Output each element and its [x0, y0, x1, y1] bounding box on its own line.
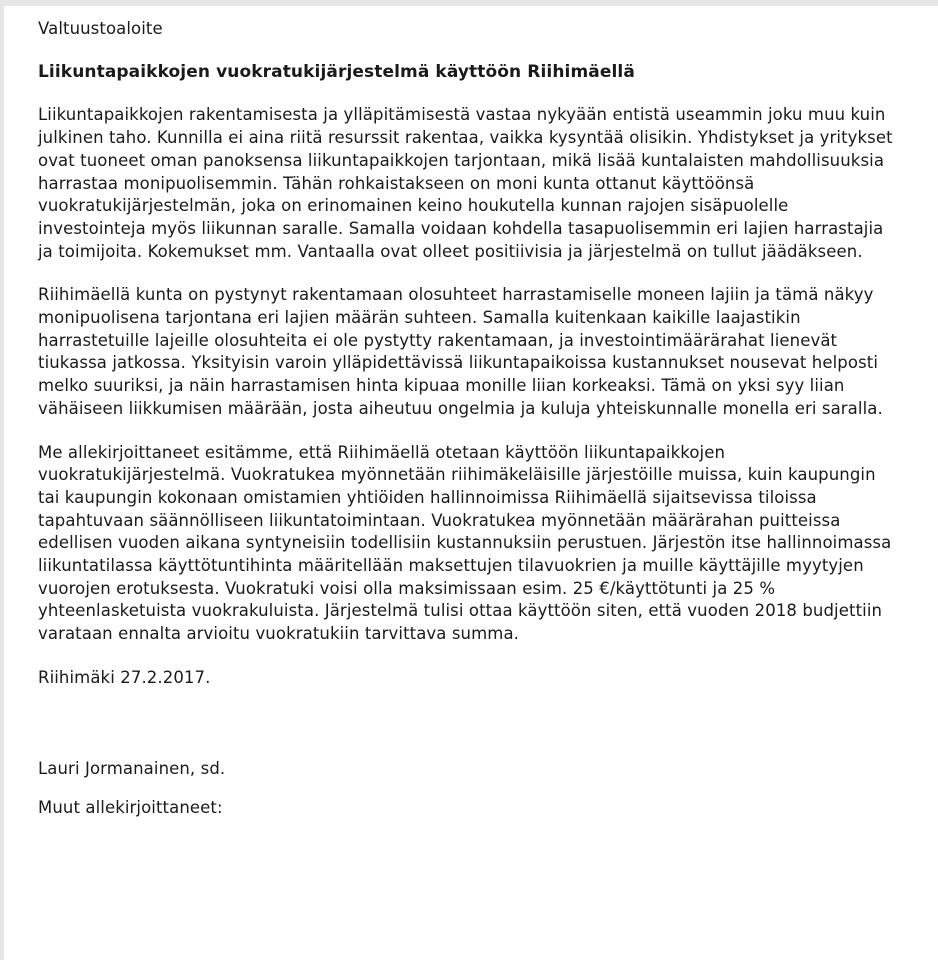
document-title: Liikuntapaikkojen vuokratukijärjestelmä käyttöön Riihimäellä	[38, 61, 635, 82]
date-place-line: Riihimäki 27.2.2017.	[38, 667, 211, 687]
other-signers-label: Muut allekirjoittaneet:	[38, 798, 223, 818]
paragraph-2: Riihimäellä kunta on pystynyt rakentamaan olosuhteet harrastamiselle moneen lajiin ja tämä näkyy monipuolisena tarjontana eri lajien määrän suhteen. Samalla kuitenkaan kaikille laajastikin harrastetuille lajeille olosuhteita ei ole pystytty rakentamaan, ja investointimäärärahat lienevät tiukassa jatkossa. Yksityisin varoin ylläpidettävissä liikuntapaikoissa kustannukset nousevat helposti melko suuriksi, ja näin harrastamisen hinta kipuaa monille liian korkeaksi. Tämä on yksi syy liian vähäiseen liikkumisen määrään, josta aiheutuu ongelmia ja kuluja yhteiskunnalle monella eri saralla.	[38, 285, 883, 418]
paragraph-1: Liikuntapaikkojen rakentamisesta ja ylläpitämisestä vastaa nykyään entistä useammin joku muu kuin julkinen taho. Kunnilla ei aina riitä resurssit rakentaa, vaikka kysyntää olisikin. Yhdistykset ja yritykset ovat tuoneet oman panoksensa liikuntapaikkojen tarjontaan, mikä lisää kuntalaisten mahdollisuuksia harrastaa monipuolisemmin. Tähän rohkaistakseen on moni kunta ottanut käyttöönsä vuokratukijärjestelmän, joka on erinomainen keino houkutella kunnan rajojen sisäpuolelle investointeja myös liikunnan saralle. Samalla voidaan kohdella tasapuolisemmin eri lajien harrastajia ja toimijoita. Kokemukset mm. Vantaalla ovat olleet positiivisia ja järjestelmä on tullut jäädäkseen.	[38, 105, 893, 261]
paragraph-3: Me allekirjoittaneet esitämme, että Riihimäellä otetaan käyttöön liikuntapaikkojen vuokratukijärjestelmä. Vuokratukea myönnetään riihimäkeläisille järjestöille muissa, kuin kaupungin tai kaupungin kokonaan omistamien yhtiöiden hallinnoimissa Riihimäellä sijaitsevissa tiloissa tapahtuvaan säännölliseen liikuntatoimintaan. Vuokratukea myönnetään määrärahan puitteissa edellisen vuoden aikana syntyneisiin todellisiin kustannuksiin perustuen. Järjestön itse hallinnoimassa liikuntatilassa käyttötuntihinta määritellään maksettujen tilavuokrien ja muille käyttäjille myytyjen vuorojen erotuksesta. Vuokratuki voisi olla maksimissaan esim. 25 €/käyttötunti ja 25 % yhteenlasketuista vuokrakuluista. Järjestelmä tulisi ottaa käyttöön siten, että vuoden 2018 budjettiin varataan ennalta arvioitu vuokratukiin tarvittava summa.	[38, 442, 892, 644]
document-type-label: Valtuustoaloite	[38, 19, 163, 38]
signer-name: Lauri Jormanainen, sd.	[38, 758, 226, 778]
